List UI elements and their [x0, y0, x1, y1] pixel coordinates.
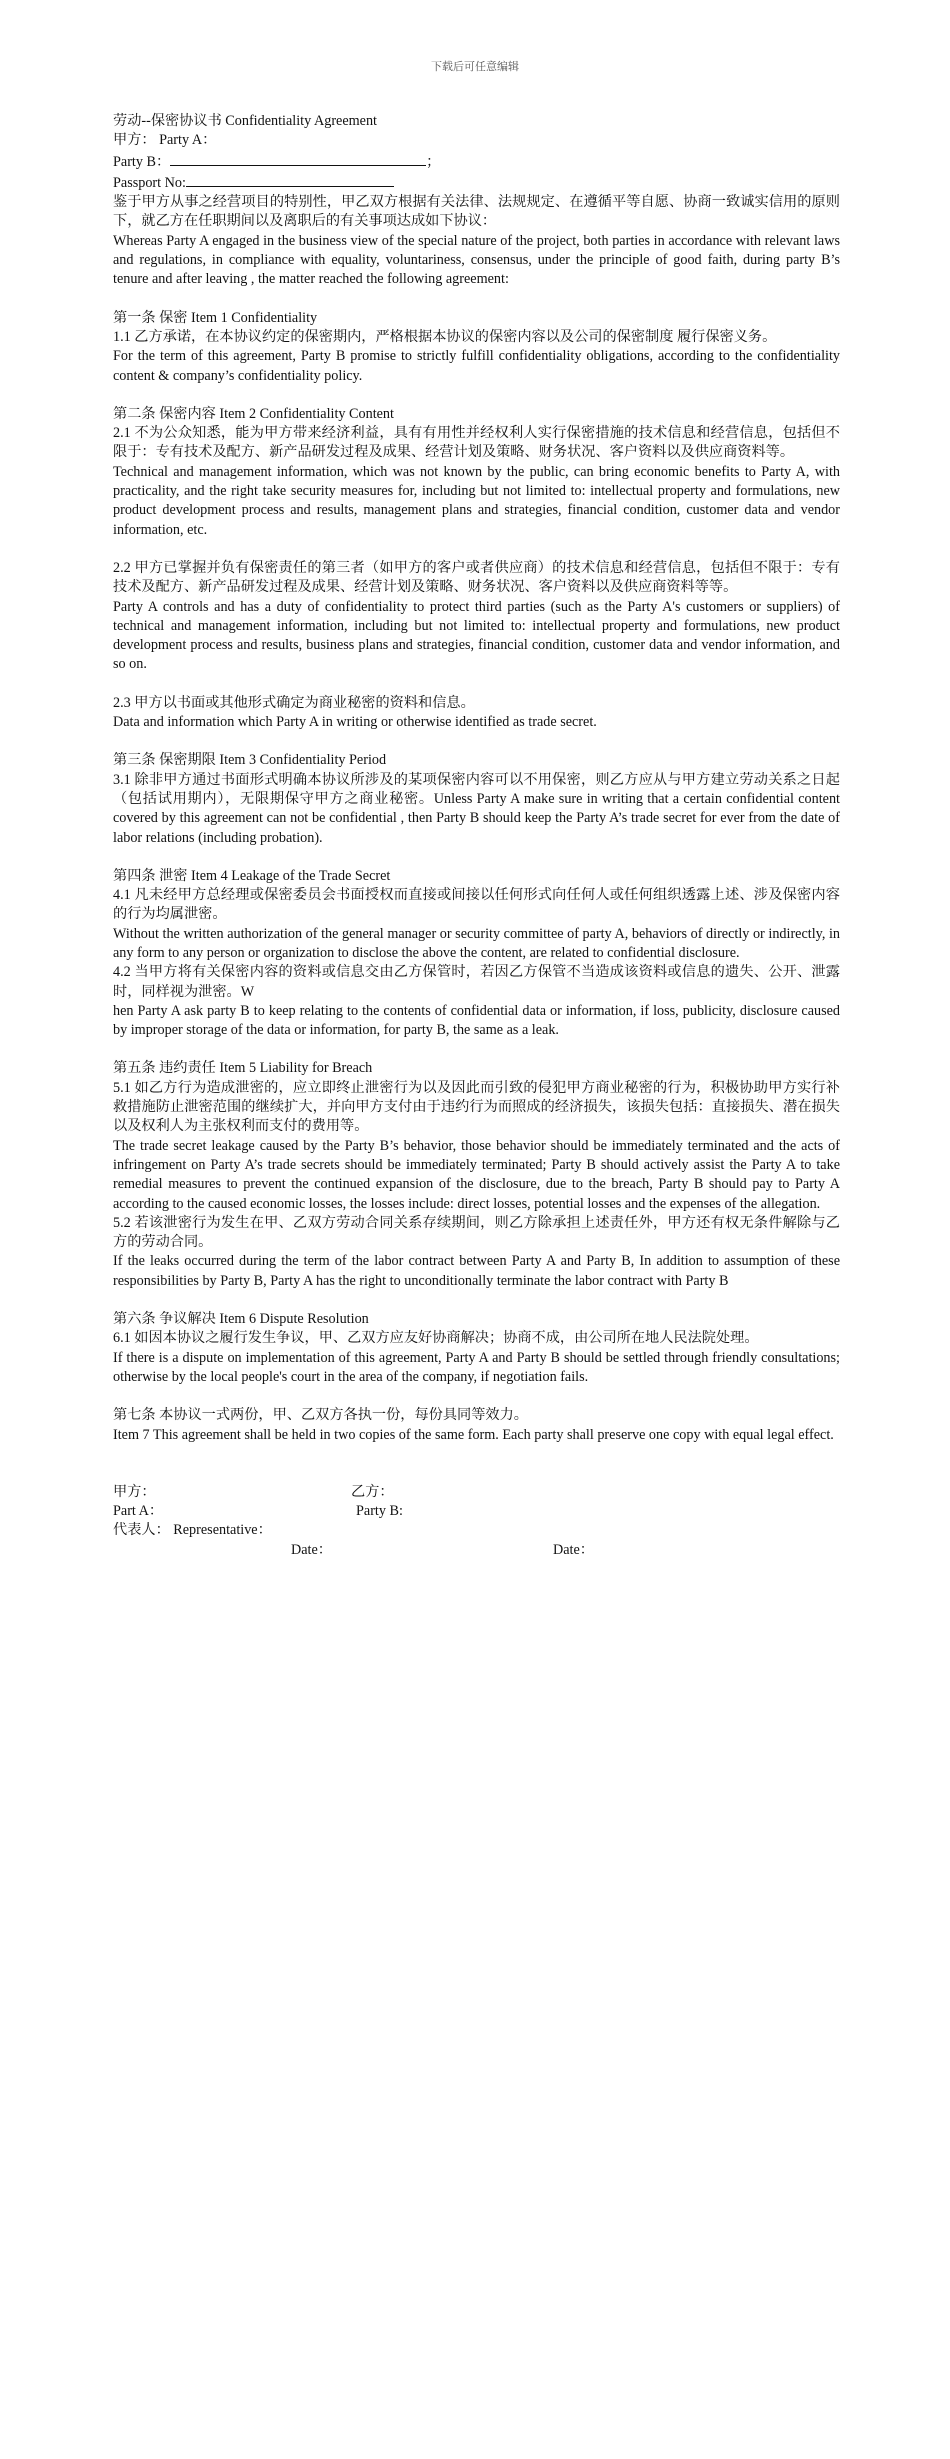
party-b-cn-label: 乙方： — [351, 1483, 394, 1500]
item4-1-en: Without the written authorization of the general manager or security committee of party A, behaviors of directly or indirectly, in any form to any person or organization to disclose the above the content, are related to confidential disclosure. — [113, 925, 840, 961]
item2-title: 第二条 保密内容 Item 2 Confidentiality Content — [113, 405, 394, 422]
item6-1-cn: 6.1 如因本协议之履行发生争议，甲、乙双方应友好协商解决；协商不成，由公司所在地人民法院处理。 — [113, 1330, 759, 1347]
party-b-label: Party B： — [113, 153, 171, 170]
item3-1: 3.1 除非甲方通过书面形式明确本协议所涉及的某项保密内容可以不用保密，则乙方应从与甲方建立劳动关系之日起（包括试用期内），无限期保守甲方之商业秘密。Unless Party A make sure in writing that a certain confidential content covered by this agreement can not be confidential , then Party B should keep the Party A’s trade secret for ever from the date of labor relations (including probation). — [113, 771, 840, 846]
item6-title: 第六条 争议解决 Item 6 Dispute Resolution — [113, 1311, 369, 1328]
item4-2-en: hen Party A ask party B to keep relating to the contents of confidential data or information, if loss, publicity, disclosure caused by improper storage of the data or information, for party B, the same as a leak. — [113, 1002, 840, 1039]
item4-1-cn: 4.1 凡未经甲方总经理或保密委员会书面授权而直接或间接以任何形式向任何人或任何组织透露上述、涉及保密内容的行为均属泄密。 — [113, 887, 840, 923]
document-title: 劳动--保密协议书 Confidentiality Agreement — [113, 113, 377, 129]
item2-1-cn: 2.1 不为公众知悉，能为甲方带来经济利益，具有有用性并经权利人实行保密措施的技术信息和经营信息，包括但不限于：专有技术及配方、新产品研发过程及成果、经营计划及策略、财务状况、客户资料以及供应商资料等。 — [113, 425, 840, 461]
signature-row-en — [113, 1502, 840, 1521]
item4-title: 第四条 泄密 Item 4 Leakage of the Trade Secret — [113, 867, 391, 884]
item5-2-en: If the leaks occurred during the term of the labor contract between Party A and Party B, In addition to assumption of these responsibilities by Party B, Party A has the right to unconditionally terminate the labor contract with Party B — [113, 1253, 840, 1289]
item1-title: 第一条 保密 Item 1 Confidentiality — [113, 309, 318, 326]
passport-blank[interactable] — [186, 172, 394, 187]
item6-1-en: If there is a dispute on implementation of this agreement, Party A and Party B should be settled through friendly consultations; otherwise by the local people's court in the area of the company, if negotiation fails. — [113, 1349, 840, 1385]
item2-3-cn: 2.3 甲方以书面或其他形式确定为商业秘密的资料和信息。 — [113, 694, 475, 711]
passport-line — [113, 172, 840, 193]
item2-1-en: Technical and management information, which was not known by the public, can bring economic benefits to Party A, with practicality, and the right take security measures for, including but not limited to: intellectual property and formulations, new product development process and results, management plans and strategies, financial condition, customer data and vendor information, etc. — [113, 463, 840, 538]
item5-1-en: The trade secret leakage caused by the Party B’s behavior, those behavior should be immediately terminated and the acts of infringement on Party A’s trade secrets should be immediately terminated; Party B should actively assist the Party A to take remedial measures to prevent the continued expansion of the disclosure, due to the breach, Party B should pay to Party A according to the caused economic losses, the losses include: direct losses, potential losses and the expenses of the allegation. — [113, 1137, 840, 1212]
party-a-en-label: Part A： — [113, 1503, 164, 1520]
item3-title: 第三条 保密期限 Item 3 Confidentiality Period — [113, 752, 387, 769]
date-left-label: Date： — [291, 1541, 332, 1558]
header-note: 下载后可任意编辑 — [431, 61, 519, 73]
item5-2-cn: 5.2 若该泄密行为发生在甲、乙双方劳动合同关系存续期间，则乙方除承担上述责任外，甲方还有权无条件解除与乙方的劳动合同。 — [113, 1214, 840, 1251]
date-row — [113, 1541, 840, 1560]
item4-2-cn: 4.2 当甲方将有关保密内容的资料或信息交由乙方保管时，若因乙方保管不当造成该资料或信息的遗失、公开、泄露时，同样视为泄密。W — [113, 964, 840, 1000]
item7-en: Item 7 This agreement shall be held in two copies of the same form. Each party shall preserve one copy with equal legal effect. — [113, 1426, 834, 1443]
date-right-label: Date： — [553, 1541, 594, 1558]
representative-label: 代表人： Representative： — [113, 1522, 272, 1539]
item1-1-cn: 1.1 乙方承诺，在本协议约定的保密期内，严格根据本协议的保密内容以及公司的保密制度 履行保密义务。 — [113, 328, 777, 345]
signature-row-cn — [113, 1483, 840, 1502]
party-b-line — [113, 151, 840, 172]
party-a-cn-label: 甲方： — [113, 1483, 156, 1500]
party-b-blank[interactable] — [170, 151, 426, 166]
agreement-document — [113, 112, 840, 1560]
party-a-line: 甲方： Party A： — [113, 132, 217, 149]
item2-2-en: Party A controls and has a duty of confidentiality to protect third parties (such as the Party A's customers or suppliers) of technical and management information, including but not limited to: intellectual property and formulations, new product development process and results, business plans and strategies, financial condition, customer data and vendor information, and so on. — [113, 598, 840, 673]
item2-3-en: Data and information which Party A in writing or otherwise identified as trade secret. — [113, 714, 597, 731]
item1-1-en: For the term of this agreement, Party B promise to strictly fulfill confidentiality obligations, according to the confidentiality content & company’s confidentiality policy. — [113, 348, 840, 384]
item5-1-cn: 5.1 如乙方行为造成泄密的，应立即终止泄密行为以及因此而引致的侵犯甲方商业秘密的行为，积极协助甲方实行补救措施防止泄密范围的继续扩大，并向甲方支付由于违约行为而照成的经济损失，该损失包括：直接损失、潜在损失以及权利人为主张权利而支付的费用等。 — [113, 1079, 840, 1135]
item2-2-cn: 2.2 甲方已掌握并负有保密责任的第三者（如甲方的客户或者供应商）的技术信息和经营信息，包括但不限于：专有技术及配方、新产品研发过程及成果、经营计划及策略、财务状况、客户资料以及供应商资料等等。 — [113, 559, 840, 596]
item7-cn: 第七条 本协议一式两份，甲、乙双方各执一份，每份具同等效力。 — [113, 1407, 528, 1424]
representative-row — [113, 1521, 840, 1540]
party-b-end: ； — [426, 153, 441, 170]
intro-cn: 鉴于甲方从事之经营项目的特别性，甲乙双方根据有关法律、法规规定、在遵循平等自愿、协商一致诚实信用的原则下，就乙方在任职期间以及离职后的有关事项达成如下协议： — [113, 194, 840, 230]
party-b-en-label: Party B: — [356, 1503, 403, 1520]
intro-en: Whereas Party A engaged in the business view of the special nature of the project, both parties in accordance with relevant laws and regulations, in compliance with equality, voluntariness, consensus, under the principle of good faith, during party B’s tenure and after leaving , the matter reached the following agreement: — [113, 232, 840, 288]
item5-title: 第五条 违约责任 Item 5 Liability for Breach — [113, 1060, 373, 1077]
passport-label: Passport No: — [113, 174, 186, 191]
